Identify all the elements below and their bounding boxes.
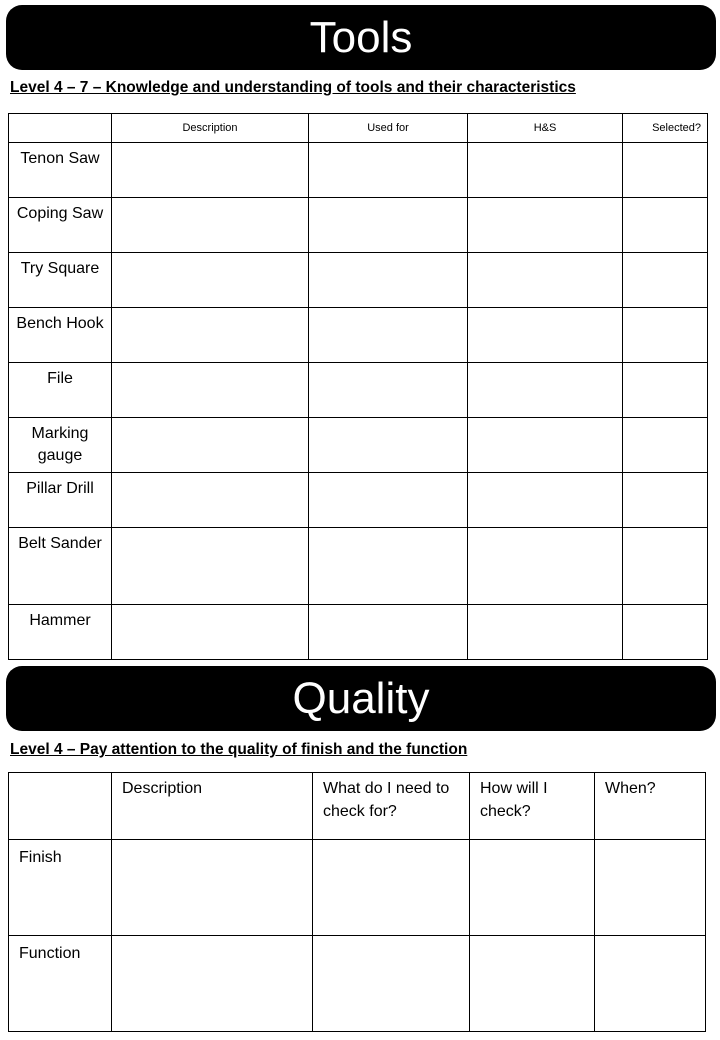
tool-selected-cell[interactable] <box>623 363 708 418</box>
tool-description-cell[interactable] <box>112 418 309 473</box>
tool-name-tenon-saw: Tenon Saw <box>9 143 112 198</box>
tool-description-cell[interactable] <box>112 253 309 308</box>
tools-table <box>8 113 708 660</box>
tool-name-marking-gauge: Marking gauge <box>9 418 112 473</box>
quality-when-cell[interactable] <box>595 936 706 1032</box>
tool-name-file: File <box>9 363 112 418</box>
table-row <box>9 418 708 473</box>
tools-header-blank <box>9 114 112 143</box>
tool-selected-cell[interactable] <box>623 605 708 660</box>
tool-used-for-cell[interactable] <box>309 473 468 528</box>
tool-hs-cell[interactable] <box>468 528 623 605</box>
tools-header-selected: Selected? <box>623 114 708 143</box>
quality-header-blank <box>9 773 112 840</box>
tool-hs-cell[interactable] <box>468 198 623 253</box>
tools-header-row <box>9 114 708 143</box>
quality-description-cell[interactable] <box>112 936 313 1032</box>
tool-hs-cell[interactable] <box>468 605 623 660</box>
tools-header-used-for: Used for <box>309 114 468 143</box>
table-row <box>9 936 706 1032</box>
tool-hs-cell[interactable] <box>468 143 623 198</box>
tools-header-description: Description <box>112 114 309 143</box>
tool-selected-cell[interactable] <box>623 418 708 473</box>
tool-name-pillar-drill: Pillar Drill <box>9 473 112 528</box>
tools-header-hs: H&S <box>468 114 623 143</box>
quality-header-row <box>9 773 706 840</box>
tool-used-for-cell[interactable] <box>309 528 468 605</box>
tool-used-for-cell[interactable] <box>309 253 468 308</box>
tool-name-try-square: Try Square <box>9 253 112 308</box>
table-row <box>9 198 708 253</box>
quality-table <box>8 772 706 1032</box>
quality-description-cell[interactable] <box>112 840 313 936</box>
quality-header-description: Description <box>112 773 313 840</box>
quality-header-when: When? <box>595 773 706 840</box>
quality-check-for-cell[interactable] <box>313 840 470 936</box>
tool-hs-cell[interactable] <box>468 363 623 418</box>
tool-selected-cell[interactable] <box>623 198 708 253</box>
tool-selected-cell[interactable] <box>623 473 708 528</box>
tool-description-cell[interactable] <box>112 143 309 198</box>
tool-used-for-cell[interactable] <box>309 308 468 363</box>
quality-header-how-check: How will I check? <box>470 773 595 840</box>
tool-description-cell[interactable] <box>112 363 309 418</box>
tool-hs-cell[interactable] <box>468 253 623 308</box>
tool-used-for-cell[interactable] <box>309 418 468 473</box>
quality-banner <box>6 666 716 731</box>
tool-selected-cell[interactable] <box>623 308 708 363</box>
tool-hs-cell[interactable] <box>468 473 623 528</box>
tool-hs-cell[interactable] <box>468 308 623 363</box>
tool-name-coping-saw: Coping Saw <box>9 198 112 253</box>
tool-selected-cell[interactable] <box>623 528 708 605</box>
tool-used-for-cell[interactable] <box>309 363 468 418</box>
table-row <box>9 308 708 363</box>
tool-used-for-cell[interactable] <box>309 605 468 660</box>
tool-description-cell[interactable] <box>112 528 309 605</box>
quality-header-check-for: What do I need to check for? <box>313 773 470 840</box>
quality-subtitle: Level 4 – Pay attention to the quality of finish and the function <box>10 741 468 758</box>
tools-banner <box>6 5 716 70</box>
table-row <box>9 840 706 936</box>
tool-name-bench-hook: Bench Hook <box>9 308 112 363</box>
quality-how-check-cell[interactable] <box>470 840 595 936</box>
quality-banner-title: Quality <box>292 673 430 723</box>
table-row <box>9 605 708 660</box>
table-row <box>9 528 708 605</box>
tool-name-belt-sander: Belt Sander <box>9 528 112 605</box>
quality-check-for-cell[interactable] <box>313 936 470 1032</box>
tools-banner-title: Tools <box>309 12 413 62</box>
quality-when-cell[interactable] <box>595 840 706 936</box>
tool-used-for-cell[interactable] <box>309 143 468 198</box>
tools-subtitle: Level 4 – 7 – Knowledge and understanding of tools and their characteristics <box>10 79 576 96</box>
tool-selected-cell[interactable] <box>623 143 708 198</box>
tool-name-hammer: Hammer <box>9 605 112 660</box>
tool-selected-cell[interactable] <box>623 253 708 308</box>
quality-row-function: Function <box>9 936 112 1032</box>
tool-description-cell[interactable] <box>112 308 309 363</box>
table-row <box>9 143 708 198</box>
tool-hs-cell[interactable] <box>468 418 623 473</box>
tool-description-cell[interactable] <box>112 605 309 660</box>
table-row <box>9 363 708 418</box>
table-row <box>9 473 708 528</box>
tool-description-cell[interactable] <box>112 473 309 528</box>
tool-used-for-cell[interactable] <box>309 198 468 253</box>
table-row <box>9 253 708 308</box>
quality-row-finish: Finish <box>9 840 112 936</box>
tool-description-cell[interactable] <box>112 198 309 253</box>
quality-how-check-cell[interactable] <box>470 936 595 1032</box>
